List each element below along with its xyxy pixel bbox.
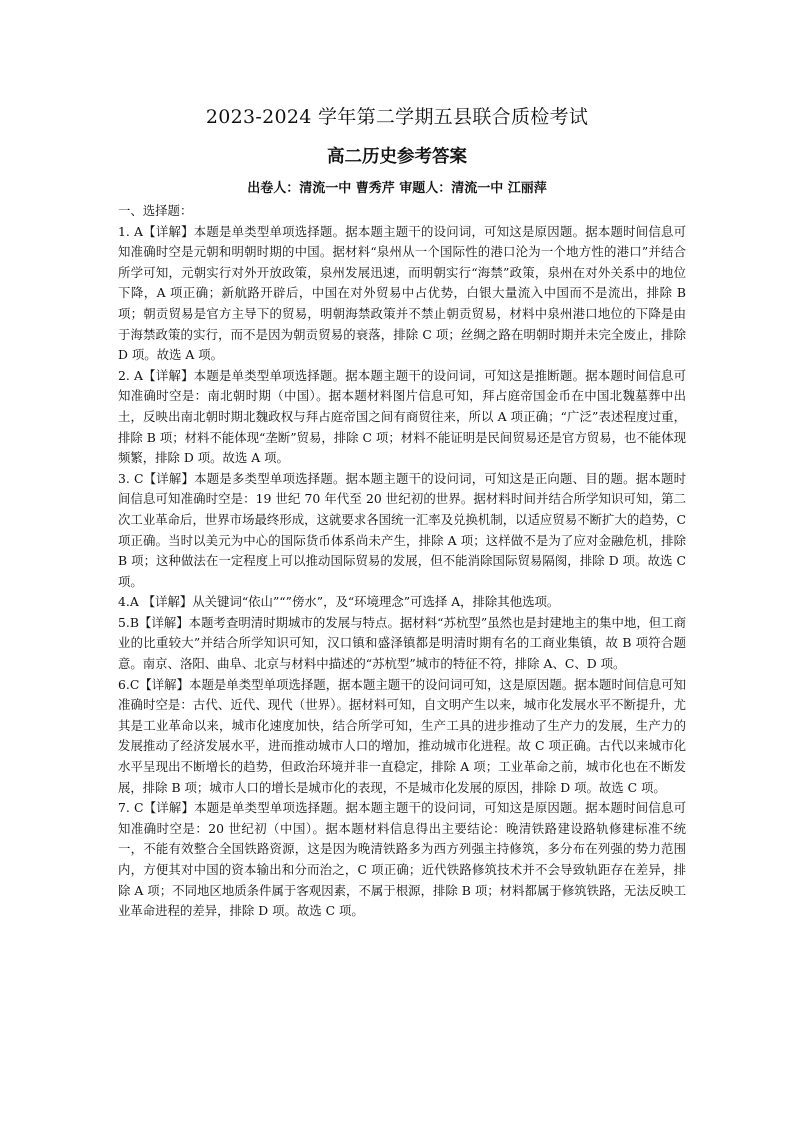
document-subtitle: 高二历史参考答案 [327, 147, 467, 167]
author-line: 出卷人：清流一中 曹秀芹 审题人：清流一中 江丽萍 [247, 181, 547, 196]
answer-item-6: 6.C【详解】本题是单类型单项选择题，据本题主题干的设问词可知，这是原因题。据本题时间信息可知准确时空是：古代、近代、现代（世界）。据材料可知，自文明产生以来，城市化发展水平不断提升，尤其是工业革命以来，城市化速度加快，结合所学可知，生产工具的进步推动了生产力的发展，生产力的发展推动了经济发展水平，进而推动城市人口的增加，推动城市化进程。故 C 项正确。古代以来城市化水平呈现出不断增长的趋势，但政治环境并非一直稳定，排除 A 项；工业革命之前，城市化也在不断发展，排除 B 项；城市人口的增长是城市化的表现，不是城市化发展的原因，排除 D 项。故选 C 项。 [118, 676, 686, 795]
answer-item-5: 5.B【详解】本题考查明清时期城市的发展与特点。据材料“苏杭型”虽然也是封建地主的集中地，但工商业的比重较大”并结合所学知识可知，汉口镇和盛泽镇都是明清时期有名的工商业集镇，故 B 项符合题意。南京、洛阳、曲阜、北京与材料中描述的“苏杭型”城市的特征不符，排除 A、C、D 项。 [118, 614, 686, 672]
answers-body [118, 201, 686, 922]
answer-item-7: 7. C【详解】本题是单类型单项选择题。据本题主题干的设问词，可知这是原因题。据本题时间信息可知准确时空是：20 世纪初（中国）。据本题材料信息得出主要结论：晚清铁路建设路轨修建标准不统一，不能有效整合全国铁路资源，这是因为晚清铁路多为西方列强主持修筑，多分布在列强的势力范围内，方便其对中国的资本输出和分而治之，C 项正确；近代铁路修筑技术并不会导致轨距存在差异，排除 A 项；不同地区地质条件属于客观因素，不属于根源，排除 B 项；材料都属于修筑铁路，无法反映工业革命进程的差异，排除 D 项。故选 C 项。 [118, 800, 686, 919]
answer-item-3: 3. C【详解】本题是多类型单项选择题。据本题主题干的设问词，可知这是正向题、目的题。据本题时间信息可知准确时空是：19 世纪 70 年代至 20 世纪初的世界。据材料时间并结合所学知识可知，第二次工业革命后，世界市场最终形成，这就要求各国统一汇率及兑换机制，以适应贸易不断扩大的趋势，C 项正确。当时以美元为中心的国际货币体系尚未产生，排除 A 项；这样做不是为了应对金融危机，排除 B 项；这种做法在一定程度上可以推动国际贸易的发展，但不能消除国际贸易隔阂，排除 D 项。故选 C 项。 [118, 470, 686, 589]
exam-title: 2023-2024 学年第二学期五县联合质检考试 [205, 106, 589, 128]
section-heading: 一、选择题： [118, 203, 193, 218]
answer-item-4: 4.A 【详解】从关键词“依山”“”傍水”，及“环境理念”可选择 A，排除其他选项。 [118, 594, 560, 610]
answer-item-1: 1. A【详解】本题是单类型单项选择题。据本题主题干的设问词，可知这是原因题。据本题时间信息可知准确时空是元朝和明朝时期的中国。据材料“泉州从一个国际性的港口沦为一个地方性的港口”并结合所学可知，元朝实行对外开放政策，泉州发展迅速，而明朝实行“海禁”政策，泉州在对外关系中的地位下降，A 项正确；新航路开辟后，中国在对外贸易中占优势，白银大量流入中国而不是流出，排除 B 项；朝贡贸易是官方主导下的贸易，明朝海禁政策并不禁止朝贡贸易，材料中泉州港口地位的下降是由于海禁政策的实行，而不是因为朝贡贸易的衰落，排除 C 项；丝绸之路在明朝时期并未完全废止，排除 D 项。故选 A 项。 [118, 223, 686, 363]
answer-item-2: 2. A【详解】本题是单类型单项选择题。据本题主题干的设问词，可知这是推断题。据本题时间信息可知准确时空是：南北朝时期（中国）。据本题材料图片信息可知，拜占庭帝国金币在中国北魏墓葬中出土，反映出南北朝时期北魏政权与拜占庭帝国之间有商贸往来，所以 A 项正确；“广泛”表述程度过重，排除 B 项；材料不能体现“垄断”贸易，排除 C 项；材料不能证明是民间贸易还是官方贸易，也不能体现频繁，排除 D 项。故选 A 项。 [118, 367, 686, 466]
